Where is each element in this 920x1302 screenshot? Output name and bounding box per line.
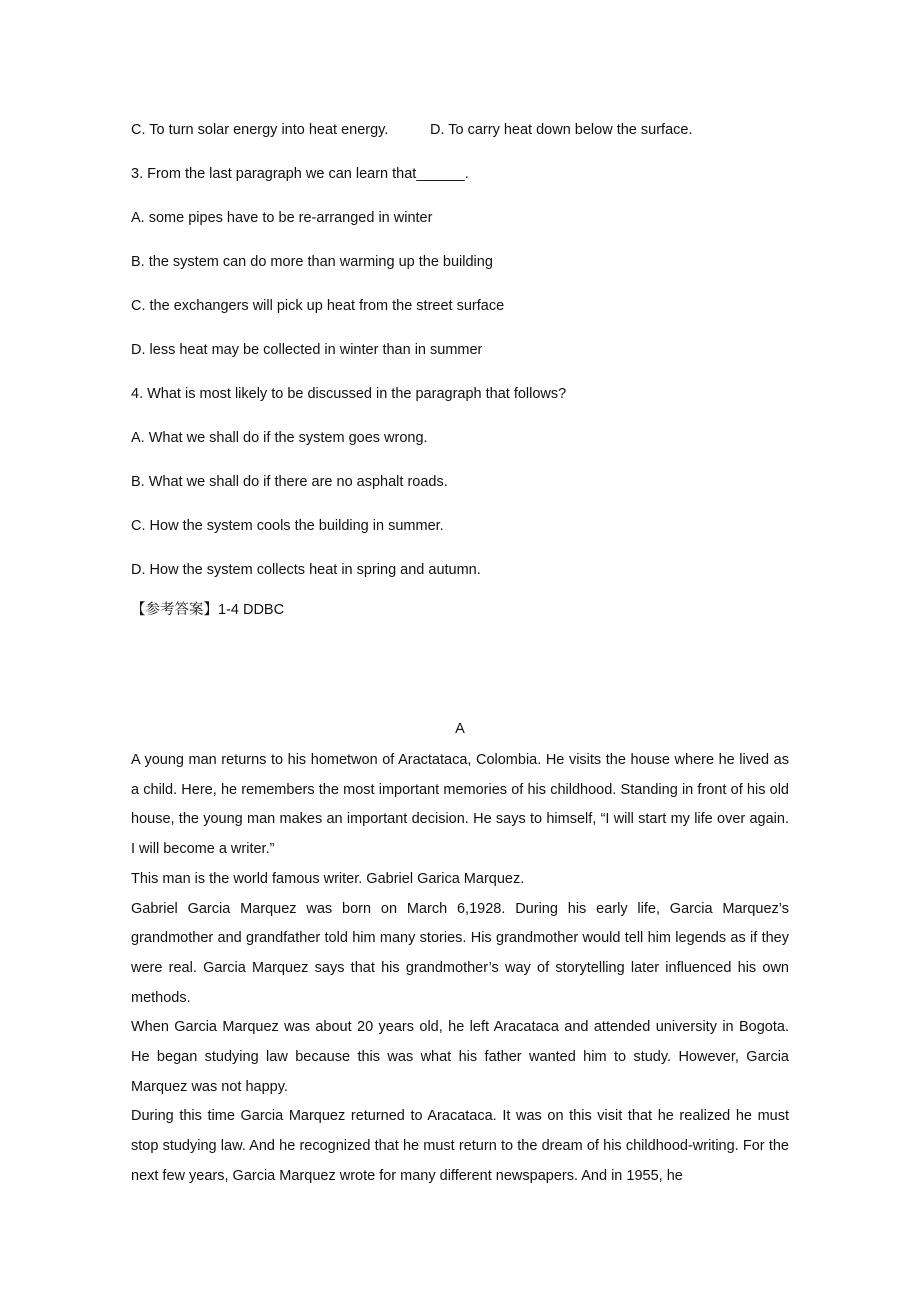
passage-paragraph: A young man returns to his hometwon of Aractataca, Colombia. He visits the house where he lived as a child. Here, he remembers the most important memories of his childhood. Standing in front of his old house, the young man makes an important decision. He says to himself, “I will start my life over again. I will become a writer.” — [131, 752, 789, 858]
passage-paragraph: Gabriel Garcia Marquez was born on March 6,1928. During his early life, Garcia Marquez’s grandmother and grandfather told him many stories. His grandmother would tell him legends as if they were real. Garcia Marquez says that his grandmother’s way of storytelling later influenced his own methods. — [131, 900, 789, 1006]
passage-paragraph: During this time Garcia Marquez returned to Aracataca. It was on this visit that he realized he must stop studying law. And he recognized that he must return to the dream of his childhood-writing. For the next few years, Garcia Marquez wrote for many different newspapers. And in 1955, he — [131, 1108, 789, 1184]
q3-stem: 3. From the last paragraph we can learn that______. — [131, 166, 469, 182]
section-letter: A — [455, 721, 465, 737]
passage-paragraph: When Garcia Marquez was about 20 years old, he left Aracataca and attended university in Bogota. He began studying law because this was what his father wanted him to study. However, Garcia Marquez was not happy. — [131, 1019, 789, 1095]
q4-option-a: A. What we shall do if the system goes wrong. — [131, 430, 428, 446]
q4-option-b: B. What we shall do if there are no asphalt roads. — [131, 474, 448, 490]
q4-option-c: C. How the system cools the building in summer. — [131, 518, 444, 534]
passage-paragraph: This man is the world famous writer. Gabriel Garica Marquez. — [131, 870, 525, 887]
answer-key: 【参考答案】1-4 DDBC — [131, 602, 285, 618]
q4-option-d: D. How the system collects heat in spring and autumn. — [131, 562, 481, 578]
q3-option-d: D. less heat may be collected in winter than in summer — [131, 342, 483, 358]
reading-passage — [131, 746, 789, 1192]
q3-option-c: C. the exchangers will pick up heat from the street surface — [131, 298, 505, 314]
q3-option-b: B. the system can do more than warming up the building — [131, 254, 493, 270]
q3-option-a: A. some pipes have to be re-arranged in winter — [131, 210, 433, 226]
q2-option-c: C. To turn solar energy into heat energy. — [131, 122, 389, 138]
q2-option-d: D. To carry heat down below the surface. — [430, 122, 693, 138]
q4-stem: 4. What is most likely to be discussed in the paragraph that follows? — [131, 386, 567, 402]
